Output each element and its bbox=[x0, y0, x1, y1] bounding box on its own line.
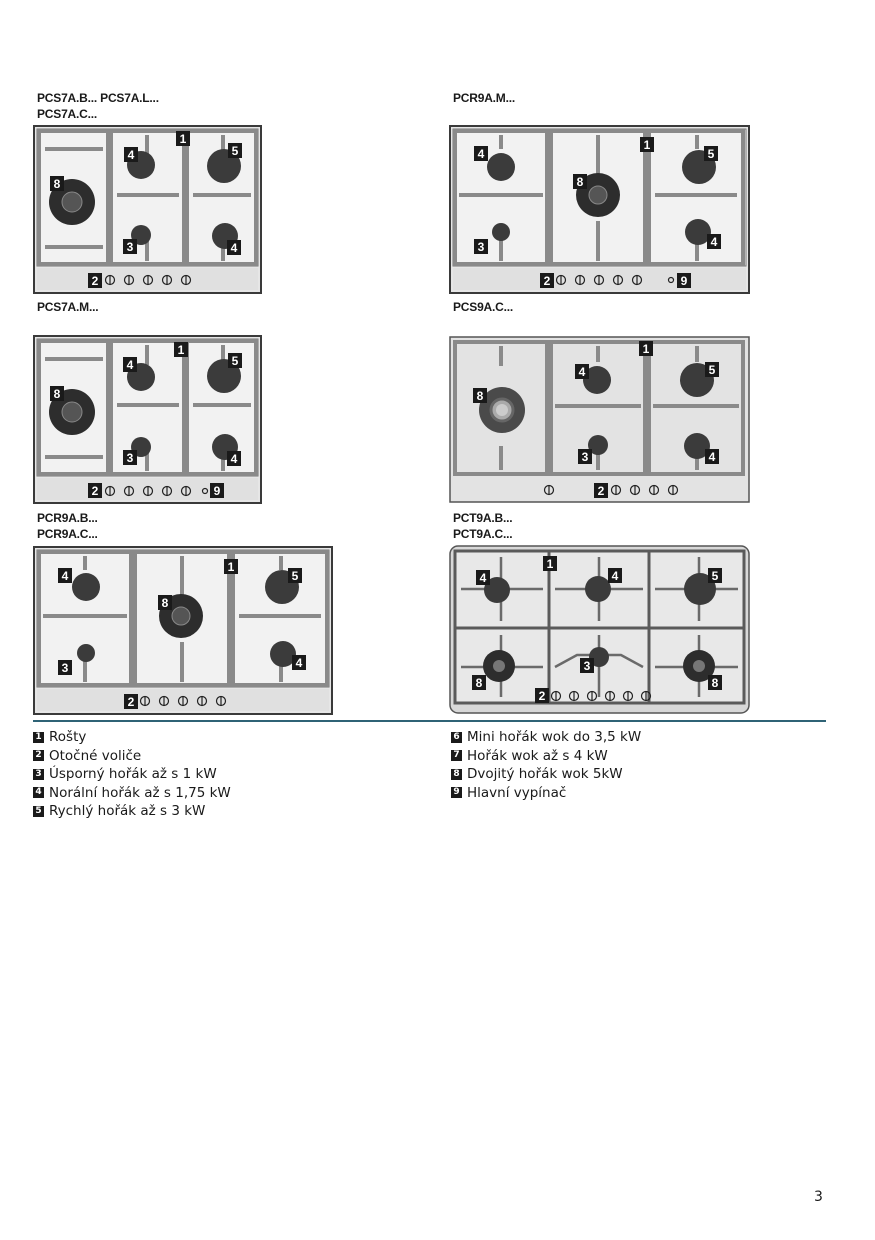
callout-label: 2 bbox=[538, 689, 546, 703]
callout-label: 4 bbox=[61, 569, 69, 583]
callout-label: 3 bbox=[126, 451, 134, 465]
model-line: PCT9A.B... bbox=[453, 511, 513, 525]
callout-label: 8 bbox=[475, 676, 483, 690]
callout-label: 5 bbox=[231, 144, 239, 158]
callout-label: 4 bbox=[611, 569, 619, 583]
callout-label: 8 bbox=[711, 676, 719, 690]
callout-label: 2 bbox=[127, 695, 135, 709]
model-title bbox=[37, 299, 98, 315]
callout-label: 4 bbox=[479, 571, 487, 585]
section-divider bbox=[33, 720, 826, 722]
callout-label: 8 bbox=[53, 177, 61, 191]
model-line: PCS7A.C... bbox=[37, 107, 98, 121]
model-title bbox=[453, 299, 513, 315]
callout-label: 5 bbox=[291, 569, 299, 583]
callout-label: 3 bbox=[61, 661, 69, 675]
hob-diagram-pct9a-bc bbox=[449, 545, 750, 715]
legend-number: 9 bbox=[451, 787, 462, 798]
legend-text: Rychlý hořák až s 3 kW bbox=[49, 803, 206, 819]
callout-label: 1 bbox=[179, 132, 187, 146]
callout-label: 4 bbox=[230, 241, 238, 255]
callout-label: 8 bbox=[576, 175, 584, 189]
model-line: PCR9A.M... bbox=[453, 91, 516, 105]
callout-label: 9 bbox=[213, 484, 221, 498]
callout-label: 1 bbox=[643, 138, 651, 152]
legend-number: 7 bbox=[451, 750, 462, 761]
callout-label: 4 bbox=[230, 452, 238, 466]
legend-text: Hořák wok až s 4 kW bbox=[467, 747, 608, 764]
model-title bbox=[453, 510, 512, 542]
callout-label: 8 bbox=[53, 387, 61, 401]
model-line: PCR9A.C... bbox=[37, 527, 98, 541]
callout-label: 1 bbox=[546, 557, 554, 571]
callout-label: 1 bbox=[642, 342, 650, 356]
legend-item bbox=[33, 802, 231, 821]
callout-label: 2 bbox=[91, 274, 99, 288]
model-title bbox=[453, 90, 515, 106]
legend-item bbox=[33, 765, 231, 784]
callout-label: 2 bbox=[543, 274, 551, 288]
callout-label: 8 bbox=[161, 596, 169, 610]
legend-text: Norální hořák až s 1,75 kW bbox=[49, 784, 231, 801]
legend-text: Mini hořák wok do 3,5 kW bbox=[467, 729, 642, 745]
legend-text: Dvojitý hořák wok 5kW bbox=[467, 766, 623, 782]
model-title bbox=[37, 510, 98, 542]
callout-label: 4 bbox=[127, 148, 135, 162]
callout-label: 4 bbox=[477, 147, 485, 161]
callout-label: 5 bbox=[707, 147, 715, 161]
callout-label: 4 bbox=[708, 450, 716, 464]
legend-item bbox=[33, 728, 231, 747]
legend-left bbox=[33, 728, 231, 821]
callout-label: 3 bbox=[581, 450, 589, 464]
legend-number: 1 bbox=[33, 732, 44, 743]
legend-item bbox=[451, 747, 641, 766]
callout-label: 9 bbox=[680, 274, 688, 288]
callout-label: 4 bbox=[295, 656, 303, 670]
callout-label: 5 bbox=[711, 569, 719, 583]
legend-number: 6 bbox=[451, 732, 462, 743]
callout-label: 3 bbox=[477, 240, 485, 254]
legend-text: Otočné voliče bbox=[49, 747, 142, 764]
legend-number: 4 bbox=[33, 787, 44, 798]
legend-text: Úsporný hořák až s 1 kW bbox=[49, 766, 217, 782]
legend-item bbox=[33, 784, 231, 803]
hob-diagram-pcs7a-m bbox=[33, 335, 262, 505]
legend-item bbox=[451, 784, 641, 803]
legend-number: 3 bbox=[33, 769, 44, 780]
hob-diagram-pcs7a-bc bbox=[33, 125, 262, 295]
legend-right bbox=[451, 728, 641, 802]
callout-label: 4 bbox=[710, 235, 718, 249]
callout-label: 1 bbox=[227, 560, 235, 574]
hob-diagram-pcs9a-c bbox=[449, 336, 750, 504]
legend-item bbox=[451, 765, 641, 784]
callout-label: 2 bbox=[91, 484, 99, 498]
callout-label: 3 bbox=[583, 659, 591, 673]
callout-label: 1 bbox=[177, 343, 185, 357]
page-number: 3 bbox=[814, 1189, 823, 1205]
legend-number: 5 bbox=[33, 806, 44, 817]
legend-number: 8 bbox=[451, 769, 462, 780]
legend-item bbox=[33, 747, 231, 766]
model-line: PCS7A.B... PCS7A.L... bbox=[37, 91, 159, 105]
model-line: PCR9A.B... bbox=[37, 511, 98, 525]
legend-text: Rošty bbox=[49, 729, 87, 745]
model-line: PCS9A.C... bbox=[453, 300, 514, 314]
callout-label: 5 bbox=[231, 354, 239, 368]
hob-diagram-pcr9a-bc bbox=[33, 546, 333, 716]
model-line: PCT9A.C... bbox=[453, 527, 513, 541]
model-line: PCS7A.M... bbox=[37, 300, 99, 314]
callout-label: 2 bbox=[597, 484, 605, 498]
callout-label: 4 bbox=[578, 365, 586, 379]
callout-label: 8 bbox=[476, 389, 484, 403]
legend-item bbox=[451, 728, 641, 747]
hob-diagram-pcr9a-m bbox=[449, 125, 750, 295]
legend-text: Hlavní vypínač bbox=[467, 784, 567, 801]
model-title bbox=[37, 90, 159, 122]
callout-label: 4 bbox=[126, 358, 134, 372]
legend-number: 2 bbox=[33, 750, 44, 761]
callout-label: 3 bbox=[126, 240, 134, 254]
callout-label: 5 bbox=[708, 363, 716, 377]
